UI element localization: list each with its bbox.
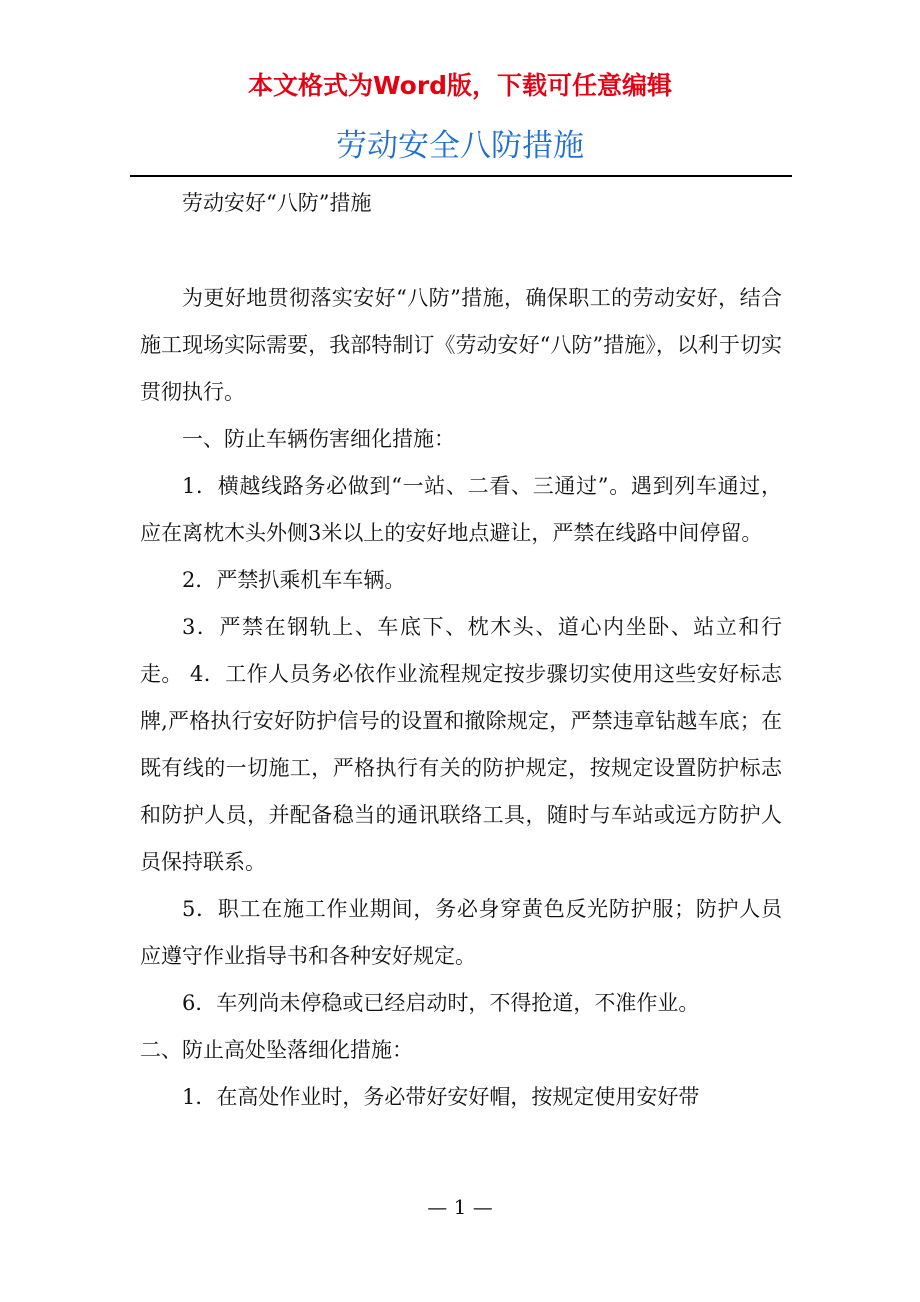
paragraph-vehicle-3-4: 3．严禁在钢轨上、车底下、枕木头、道心内坐卧、站立和行走。 4．工作人员务必依作业流程规定按步骤切实使用这些安好标志牌,严格执行安好防护信号的设置和撤除规定，严禁违章钻越车底；在既有线的一切施工，严格执行有关的防护规定，按规定设置防护标志和防护人员，并配备稳当的通讯联络工具，随时与车站或远方防护人员保持联系。	[140, 615, 782, 874]
paragraph-fall-1: 1．在高处作业时，务必带好安好帽，按规定使用安好带	[182, 1085, 700, 1109]
section-heading-vehicle: 一、防止车辆伤害细化措施：	[182, 427, 455, 451]
paragraph-vehicle-6: 6．车列尚未停稳或已经启动时，不得抢道，不准作业。	[182, 991, 700, 1015]
title-divider	[130, 175, 792, 177]
format-notice-banner: 本文格式为Word版，下载可任意编辑	[247, 71, 673, 100]
document-body	[140, 180, 782, 1121]
intro-paragraph: 为更好地贯彻落实安好“八防”措施，确保职工的劳动安好，结合施工现场实际需要，我部特制订《劳动安好“八防”措施》，以利于切实贯彻执行。	[140, 286, 782, 404]
page-number: — 1 —	[427, 1195, 493, 1219]
paragraph-vehicle-2: 2．严禁扒乘机车车辆。	[182, 568, 406, 592]
section-heading-fall: 二、防止高处坠落细化措施：	[140, 1038, 413, 1062]
document-title: 劳动安全八防措施	[336, 128, 584, 164]
paragraph-vehicle-1: 1．横越线路务必做到“一站、二看、三通过”。遇到列车通过，应在离枕木头外侧3米以上的安好地点避让，严禁在线路中间停留。	[140, 474, 782, 545]
paragraph-vehicle-5: 5．职工在施工作业期间，务必身穿黄色反光防护服；防护人员应遵守作业指导书和各种安好规定。	[140, 897, 782, 968]
subtitle: 劳动安好“八防”措施	[182, 191, 372, 215]
